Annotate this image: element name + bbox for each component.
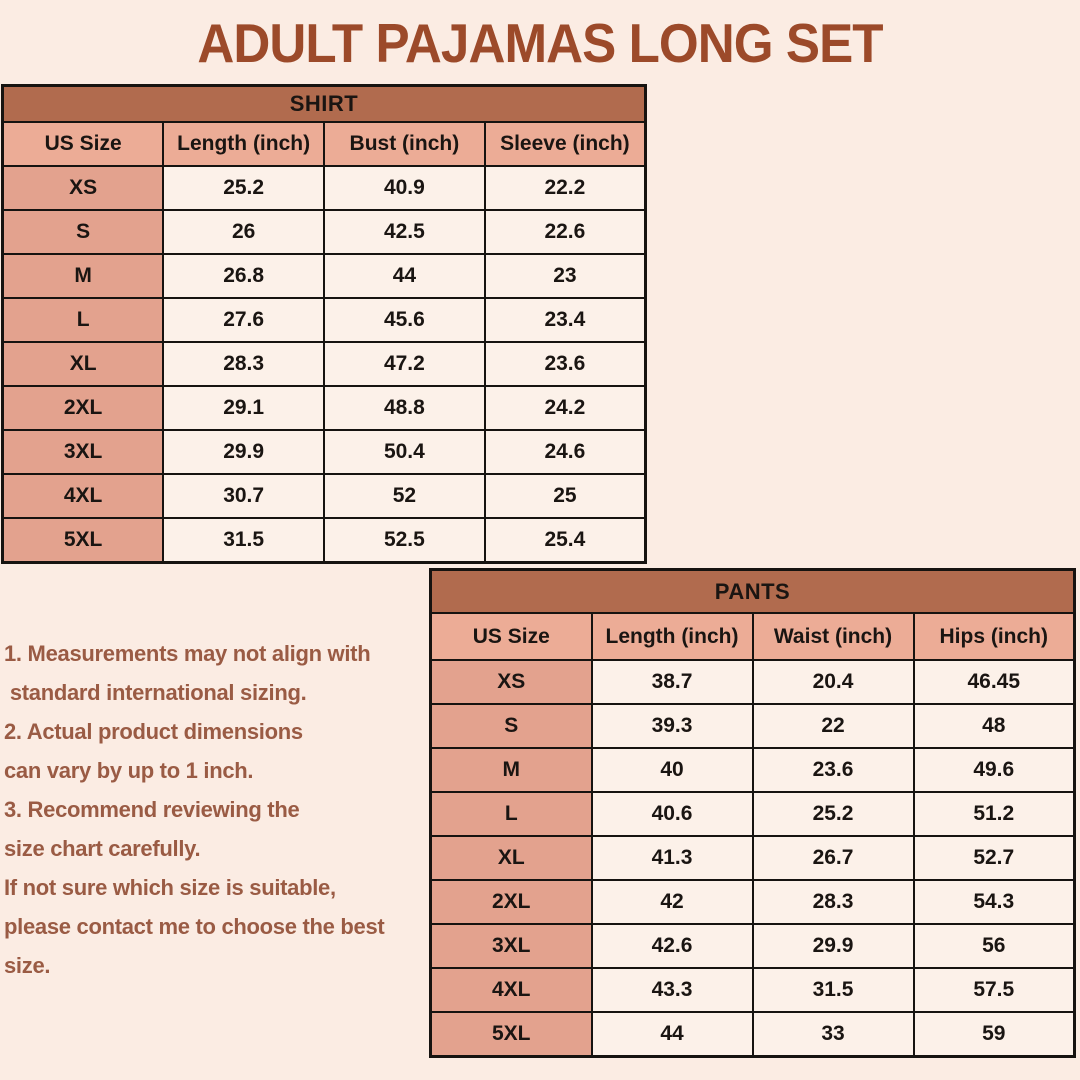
hips-cell: 49.6 (914, 748, 1075, 792)
length-cell: 28.3 (163, 342, 324, 386)
table-row (3, 298, 646, 342)
size-cell: XL (3, 342, 164, 386)
hips-cell: 59 (914, 1012, 1075, 1057)
length-cell: 26.8 (163, 254, 324, 298)
waist-cell: 25.2 (753, 792, 914, 836)
bust-cell: 52 (324, 474, 485, 518)
table-row (431, 660, 1075, 704)
waist-cell: 31.5 (753, 968, 914, 1012)
shirt-size-table (1, 84, 647, 564)
length-cell: 29.1 (163, 386, 324, 430)
table-row (431, 748, 1075, 792)
table-row (431, 836, 1075, 880)
hips-cell: 56 (914, 924, 1075, 968)
length-cell: 29.9 (163, 430, 324, 474)
pants-column-header-row (431, 613, 1075, 660)
size-cell: L (431, 792, 592, 836)
size-cell: L (3, 298, 164, 342)
table-row (431, 968, 1075, 1012)
pants-header-waist: Waist (inch) (753, 613, 914, 660)
size-cell: 4XL (431, 968, 592, 1012)
bust-cell: 42.5 (324, 210, 485, 254)
shirt-header-us-size: US Size (3, 122, 164, 166)
bust-cell: 50.4 (324, 430, 485, 474)
length-cell: 27.6 (163, 298, 324, 342)
length-cell: 25.2 (163, 166, 324, 210)
table-row (3, 254, 646, 298)
length-cell: 42 (592, 880, 753, 924)
shirt-table-title: SHIRT (3, 86, 646, 123)
pants-header-hips: Hips (inch) (914, 613, 1075, 660)
length-cell: 41.3 (592, 836, 753, 880)
hips-cell: 54.3 (914, 880, 1075, 924)
waist-cell: 23.6 (753, 748, 914, 792)
table-row (3, 342, 646, 386)
length-cell: 38.7 (592, 660, 753, 704)
size-cell: S (3, 210, 164, 254)
pants-header-length: Length (inch) (592, 613, 753, 660)
sleeve-cell: 25 (485, 474, 646, 518)
shirt-column-header-row (3, 122, 646, 166)
waist-cell: 26.7 (753, 836, 914, 880)
note-line: please contact me to choose the best size. (4, 914, 391, 978)
size-cell: M (431, 748, 592, 792)
table-row (431, 880, 1075, 924)
length-cell: 40.6 (592, 792, 753, 836)
size-cell: S (431, 704, 592, 748)
sizing-notes (4, 634, 434, 985)
hips-cell: 48 (914, 704, 1075, 748)
length-cell: 44 (592, 1012, 753, 1057)
size-cell: 4XL (3, 474, 164, 518)
length-cell: 31.5 (163, 518, 324, 563)
pants-size-table (429, 568, 1076, 1058)
sleeve-cell: 24.2 (485, 386, 646, 430)
note-line: If not sure which size is suitable, (4, 875, 336, 900)
size-cell: M (3, 254, 164, 298)
bust-cell: 40.9 (324, 166, 485, 210)
table-row (431, 704, 1075, 748)
note-line: 2. Actual product dimensions (4, 719, 303, 744)
note-line: 3. Recommend reviewing the (4, 797, 300, 822)
note-line: size chart carefully. (4, 836, 201, 861)
sleeve-cell: 22.6 (485, 210, 646, 254)
bust-cell: 45.6 (324, 298, 485, 342)
table-row (431, 792, 1075, 836)
bust-cell: 47.2 (324, 342, 485, 386)
note-line: can vary by up to 1 inch. (4, 758, 254, 783)
sleeve-cell: 24.6 (485, 430, 646, 474)
table-row (3, 386, 646, 430)
sleeve-cell: 25.4 (485, 518, 646, 563)
waist-cell: 28.3 (753, 880, 914, 924)
size-cell: 5XL (3, 518, 164, 563)
sleeve-cell: 23 (485, 254, 646, 298)
waist-cell: 22 (753, 704, 914, 748)
size-cell: XS (3, 166, 164, 210)
size-cell: 3XL (431, 924, 592, 968)
bust-cell: 52.5 (324, 518, 485, 563)
shirt-header-sleeve: Sleeve (inch) (485, 122, 646, 166)
size-cell: XS (431, 660, 592, 704)
waist-cell: 20.4 (753, 660, 914, 704)
shirt-table-title-row (3, 86, 646, 123)
bust-cell: 44 (324, 254, 485, 298)
note-line: 1. Measurements may not align with (4, 641, 371, 666)
length-cell: 30.7 (163, 474, 324, 518)
length-cell: 42.6 (592, 924, 753, 968)
table-row (3, 430, 646, 474)
pants-header-us-size: US Size (431, 613, 592, 660)
shirt-header-bust: Bust (inch) (324, 122, 485, 166)
table-row (431, 924, 1075, 968)
size-cell: 5XL (431, 1012, 592, 1057)
pants-table-title-row (431, 570, 1075, 614)
bust-cell: 48.8 (324, 386, 485, 430)
size-cell: XL (431, 836, 592, 880)
sleeve-cell: 23.4 (485, 298, 646, 342)
size-cell: 2XL (3, 386, 164, 430)
length-cell: 40 (592, 748, 753, 792)
length-cell: 39.3 (592, 704, 753, 748)
sleeve-cell: 23.6 (485, 342, 646, 386)
note-line: standard international sizing. (4, 680, 307, 705)
hips-cell: 57.5 (914, 968, 1075, 1012)
hips-cell: 51.2 (914, 792, 1075, 836)
hips-cell: 52.7 (914, 836, 1075, 880)
table-row (431, 1012, 1075, 1057)
table-row (3, 210, 646, 254)
size-cell: 3XL (3, 430, 164, 474)
length-cell: 26 (163, 210, 324, 254)
size-cell: 2XL (431, 880, 592, 924)
table-row (3, 474, 646, 518)
waist-cell: 29.9 (753, 924, 914, 968)
length-cell: 43.3 (592, 968, 753, 1012)
table-row (3, 166, 646, 210)
table-row (3, 518, 646, 563)
page-title: ADULT PAJAMAS LONG SET (197, 12, 883, 74)
hips-cell: 46.45 (914, 660, 1075, 704)
shirt-header-length: Length (inch) (163, 122, 324, 166)
sleeve-cell: 22.2 (485, 166, 646, 210)
pants-table-title: PANTS (431, 570, 1075, 614)
waist-cell: 33 (753, 1012, 914, 1057)
